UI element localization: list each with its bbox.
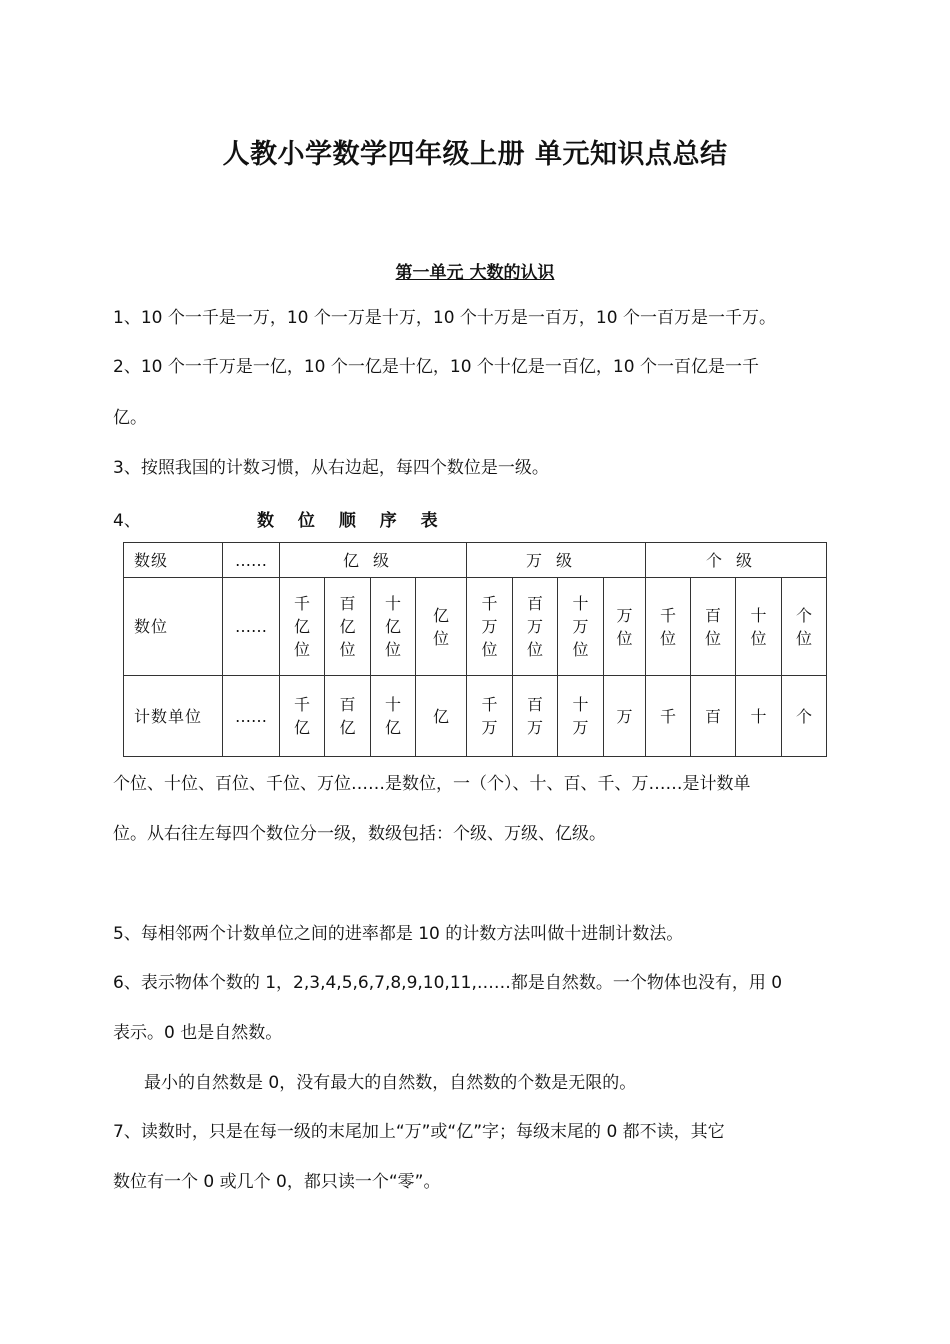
unit-cell: [416, 676, 467, 757]
unit-text: 百亿: [339, 695, 356, 737]
level-yi: 亿级: [280, 543, 467, 578]
point-6-line-2: 表示。0 也是自然数。: [113, 1023, 283, 1043]
table-note-line-2: 位。从右往左每四个数位分一级，数级包括：个级、万级、亿级。: [113, 824, 606, 844]
unit-cell: [513, 676, 558, 757]
table-row-places: [124, 578, 827, 676]
unit-text: 千亿: [293, 695, 310, 737]
place-text: 千亿位: [293, 594, 310, 659]
point-2-line-2: 亿。: [113, 408, 147, 428]
unit-text: 百万: [527, 695, 544, 737]
place-cell: [604, 578, 646, 676]
table-row-levels: [124, 543, 827, 578]
table-note-line-1: 个位、十位、百位、千位、万位……是数位，一（个）、十、百、千、万……是计数单: [113, 774, 751, 794]
unit-text: 万: [616, 706, 633, 726]
place-text: 十万位: [572, 594, 589, 659]
place-cell: [646, 578, 691, 676]
place-value-table: [123, 542, 827, 757]
unit-text: 百: [705, 706, 722, 726]
point-7-line-2: 数位有一个 0 或几个 0，都只读一个“零”。: [113, 1172, 441, 1192]
unit-text: 十亿: [384, 695, 401, 737]
place-text: 亿位: [432, 605, 449, 648]
point-3: 3、按照我国的计数习惯，从右边起，每四个数位是一级。: [113, 458, 549, 478]
place-cell: [325, 578, 371, 676]
unit-cell: [691, 676, 736, 757]
place-text: 百万位: [527, 594, 544, 659]
place-cell: [371, 578, 416, 676]
place-text: 百位: [705, 605, 722, 648]
unit-cell: [371, 676, 416, 757]
unit-cell: [736, 676, 782, 757]
place-text: 十位: [750, 605, 767, 648]
point-6-line-1: 6、表示物体个数的 1，2,3,4,5,6,7,8,9,10,11,……都是自然数。一个物体也没有，用 0: [113, 973, 783, 993]
place-text: 千万位: [481, 594, 498, 659]
place-text: 千位: [660, 605, 677, 648]
unit-cell: [325, 676, 371, 757]
ellipsis-cell: ……: [223, 676, 280, 757]
place-text: 百亿位: [339, 594, 356, 659]
point-4-number: 4、: [113, 511, 141, 531]
place-cell: [558, 578, 604, 676]
table-row-units: [124, 676, 827, 757]
unit-text: 十: [750, 706, 767, 726]
place-cell: [467, 578, 513, 676]
unit-text: 亿: [432, 706, 449, 726]
level-wan: 万级: [467, 543, 646, 578]
place-text: 个位: [796, 605, 813, 648]
unit-cell: [646, 676, 691, 757]
unit-text: 千: [660, 706, 677, 726]
row-label-units: 计数单位: [124, 676, 223, 757]
point-7-line-1: 7、读数时，只是在每一级的末尾加上“万”或“亿”字；每级末尾的 0 都不读，其它: [113, 1122, 725, 1142]
table-caption: 数 位 顺 序 表: [257, 511, 447, 531]
point-1: 1、10 个一千是一万，10 个一万是十万，10 个十万是一百万，10 个一百万是一千万。: [113, 308, 776, 328]
level-ge: 个级: [646, 543, 827, 578]
unit-text: 十万: [572, 695, 589, 737]
row-label-levels: 数级: [124, 543, 223, 578]
row-label-places: 数位: [124, 578, 223, 676]
place-cell: [513, 578, 558, 676]
unit-cell: [280, 676, 325, 757]
unit-text: 个: [796, 706, 813, 726]
point-5: 5、每相邻两个计数单位之间的进率都是 10 的计数方法叫做十进制计数法。: [113, 924, 684, 944]
place-cell: [691, 578, 736, 676]
place-cell: [280, 578, 325, 676]
ellipsis-cell: ……: [223, 543, 280, 578]
place-text: 十亿位: [384, 594, 401, 659]
table-heading: [113, 506, 447, 531]
ellipsis-cell: ……: [223, 578, 280, 676]
unit-cell: [558, 676, 604, 757]
unit-cell: [467, 676, 513, 757]
place-cell: [416, 578, 467, 676]
place-text: 万位: [616, 605, 633, 648]
place-cell: [782, 578, 827, 676]
unit-cell: [604, 676, 646, 757]
unit-title: 第一单元 大数的认识: [395, 263, 555, 283]
unit-cell: [782, 676, 827, 757]
point-2-line-1: 2、10 个一千万是一亿，10 个一亿是十亿，10 个十亿是一百亿，10 个一百亿是一千: [113, 357, 759, 377]
place-cell: [736, 578, 782, 676]
unit-text: 千万: [481, 695, 498, 737]
point-6-line-3: 最小的自然数是 0，没有最大的自然数，自然数的个数是无限的。: [144, 1073, 637, 1093]
page-title: 人教小学数学四年级上册 单元知识点总结: [222, 139, 728, 170]
